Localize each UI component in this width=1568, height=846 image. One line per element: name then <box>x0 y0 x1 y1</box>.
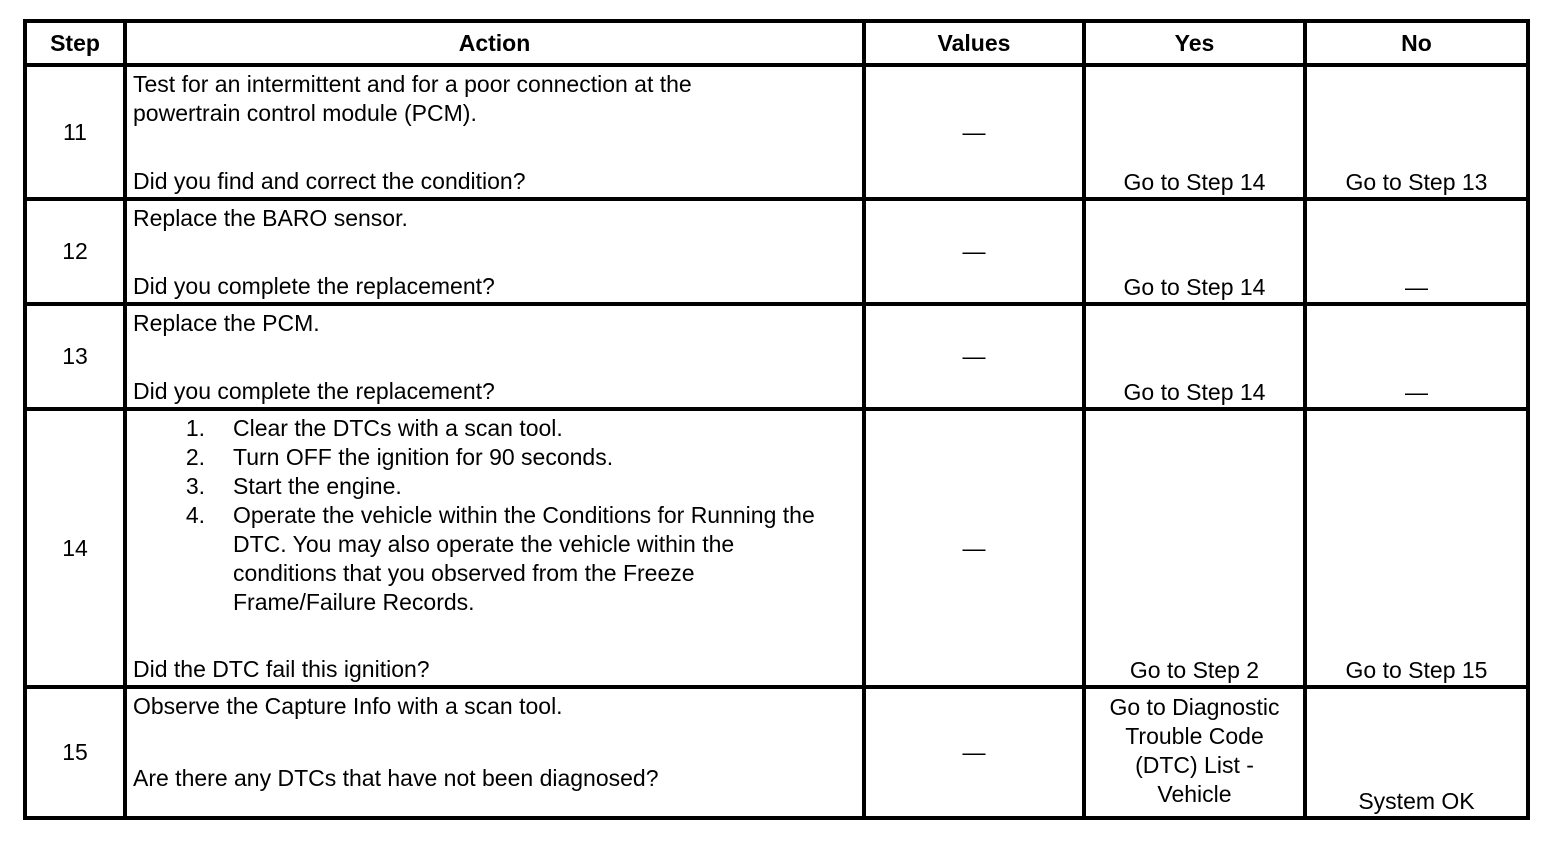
header-row <box>25 21 1528 65</box>
table-row-step-11 <box>25 65 1528 199</box>
action-instruction: Test for an intermittent and for a poor connection at the powertrain control module (PCM). <box>133 71 692 126</box>
action-cell <box>125 65 864 199</box>
action-instruction: Replace the BARO sensor. <box>133 205 408 231</box>
list-item-number: 4. <box>185 502 205 528</box>
list-item-number: 2. <box>185 444 205 470</box>
no-cell: — <box>1305 199 1528 304</box>
step-number: 11 <box>25 65 125 199</box>
yes-cell: Go to Step 14 <box>1084 65 1305 199</box>
diagnostic-table <box>23 19 1530 820</box>
action-cell <box>125 199 864 304</box>
action-question: Did you find and correct the condition? <box>133 168 526 194</box>
list-item-text: Turn OFF the ignition for 90 seconds. <box>233 444 614 470</box>
table-row-step-13 <box>25 304 1528 409</box>
list-item-number: 1. <box>185 415 205 441</box>
action-question: Did you complete the replacement? <box>133 378 495 404</box>
action-question: Did you complete the replacement? <box>133 273 495 299</box>
yes-cell: Go to Diagnostic Trouble Code (DTC) List - Vehicle <box>1084 687 1305 818</box>
table-row-step-15 <box>25 687 1528 818</box>
step-number: 13 <box>25 304 125 409</box>
yes-cell: Go to Step 14 <box>1084 304 1305 409</box>
yes-cell: Go to Step 14 <box>1084 199 1305 304</box>
header-no: No <box>1305 21 1528 65</box>
action-cell <box>125 304 864 409</box>
action-question: Did the DTC fail this ignition? <box>133 656 430 682</box>
values-cell: — <box>864 687 1084 818</box>
values-cell: — <box>864 409 1084 687</box>
no-cell: Go to Step 13 <box>1305 65 1528 199</box>
list-item <box>133 414 858 443</box>
action-cell <box>125 409 864 687</box>
list-item-text: Start the engine. <box>233 473 402 499</box>
list-item-text: Operate the vehicle within the Conditions for Running the DTC. You may also operate the vehicle within the conditions that you observed from the Freeze Frame/Failure Records. <box>233 502 815 615</box>
list-item-number: 3. <box>185 473 205 499</box>
step-number: 14 <box>25 409 125 687</box>
list-item <box>133 443 858 472</box>
action-question: Are there any DTCs that have not been diagnosed? <box>133 765 659 791</box>
table-row-step-12 <box>25 199 1528 304</box>
yes-cell: Go to Step 2 <box>1084 409 1305 687</box>
step-number: 12 <box>25 199 125 304</box>
procedure-list <box>133 414 858 617</box>
action-instruction: Observe the Capture Info with a scan tool. <box>133 693 563 719</box>
table-row-step-14 <box>25 409 1528 687</box>
values-cell: — <box>864 304 1084 409</box>
no-cell: System OK <box>1305 687 1528 818</box>
no-cell: Go to Step 15 <box>1305 409 1528 687</box>
action-instruction: Replace the PCM. <box>133 310 320 336</box>
values-cell: — <box>864 199 1084 304</box>
header-values: Values <box>864 21 1084 65</box>
values-cell: — <box>864 65 1084 199</box>
action-cell <box>125 687 864 818</box>
no-cell: — <box>1305 304 1528 409</box>
list-item <box>133 472 858 501</box>
list-item <box>133 501 858 617</box>
header-step: Step <box>25 21 125 65</box>
step-number: 15 <box>25 687 125 818</box>
header-yes: Yes <box>1084 21 1305 65</box>
header-action: Action <box>125 21 864 65</box>
list-item-text: Clear the DTCs with a scan tool. <box>233 415 563 441</box>
